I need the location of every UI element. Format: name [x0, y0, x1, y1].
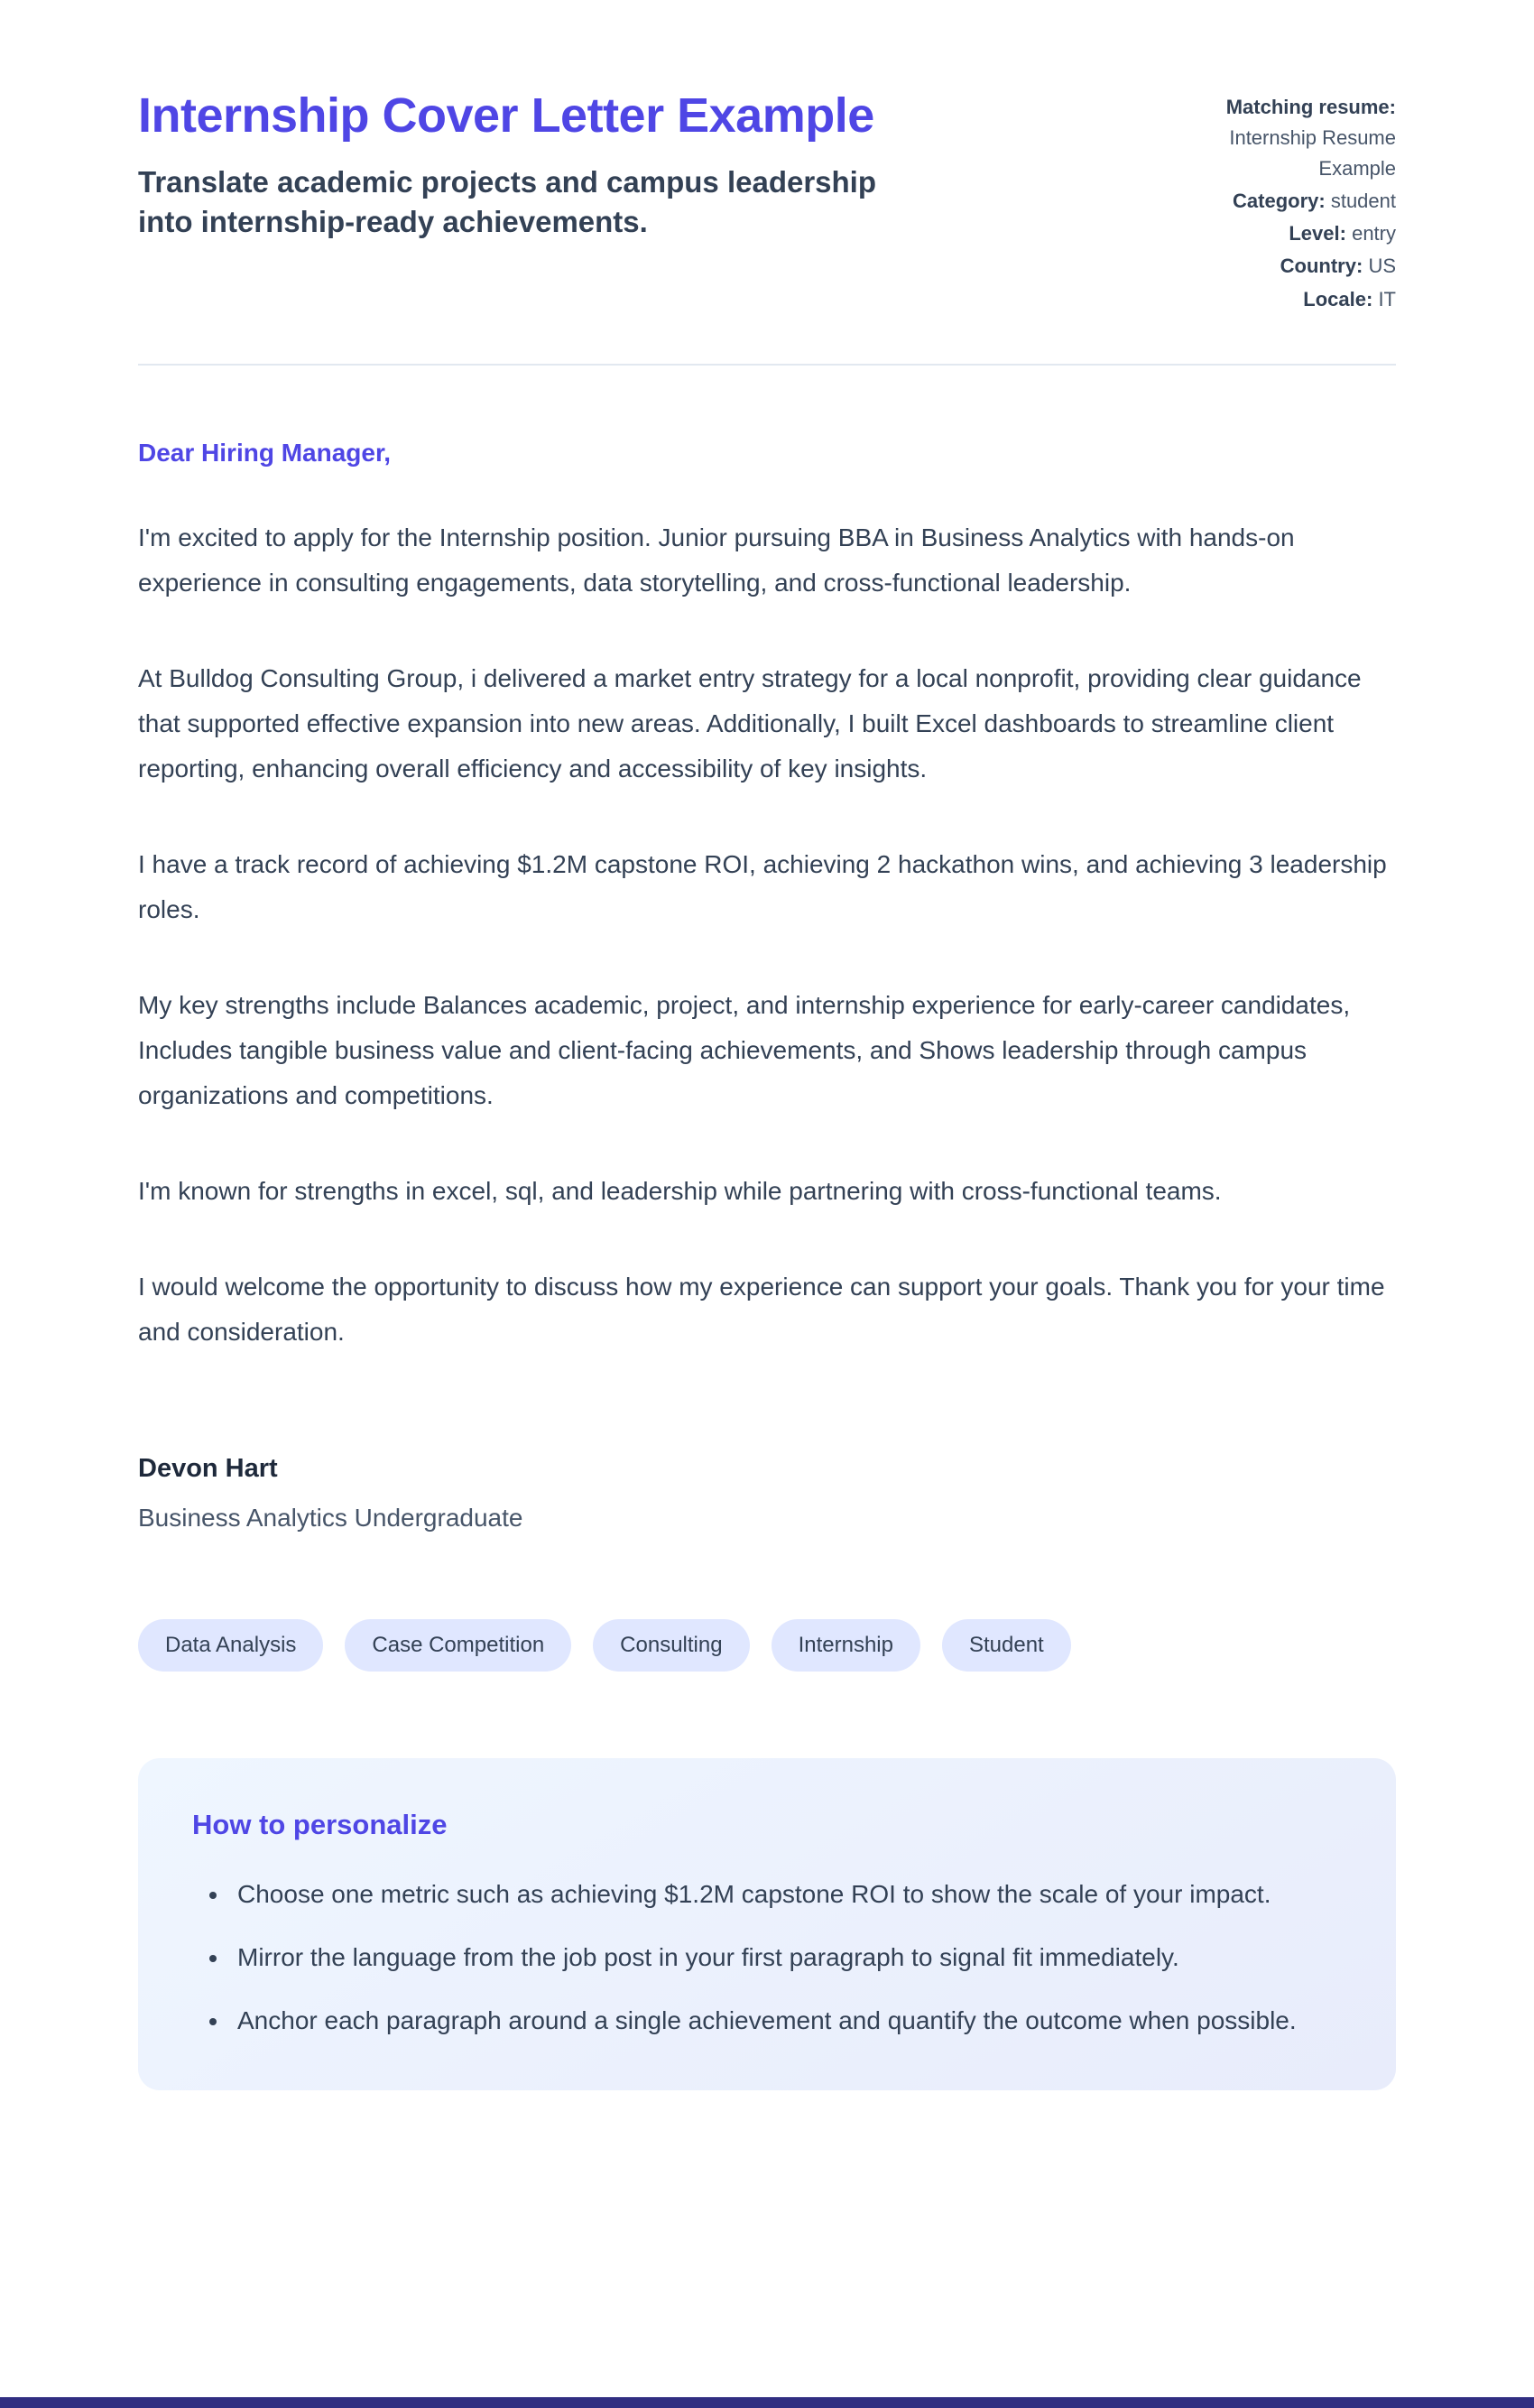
personalize-card: [138, 1758, 1396, 2090]
letter-paragraph-6: I would welcome the opportunity to discuss how my experience can support your goals. Thank you for your time and consideration.: [138, 1272, 1385, 1346]
meta-label-level: Level:: [1289, 222, 1346, 245]
letter-paragraph-3: I have a track record of achieving $1.2M capstone ROI, achieving 2 hackathon wins, and achieving 3 leadership roles.: [138, 849, 1387, 923]
meta-value-matching-resume: Internship Resume Example: [1229, 126, 1396, 181]
meta-label-country: Country:: [1280, 255, 1363, 278]
page-header: [138, 87, 1396, 317]
meta-row-category: [1170, 186, 1396, 217]
letter-paragraph-1: I'm excited to apply for the Internship position. Junior pursuing BBA in Business Analytics with hands-on experience in consulting engagements, data storytelling, and cross-functional leadership.: [138, 523, 1295, 597]
footer-bar: [0, 2397, 1534, 2408]
personalize-tip-list: [192, 1872, 1342, 2043]
signature-name: Devon Hart: [138, 1453, 278, 1483]
meta-label-category: Category:: [1233, 190, 1326, 213]
meta-value-category: student: [1330, 190, 1396, 213]
meta-row-matching-resume: [1170, 92, 1396, 184]
personalize-tip-3: • Anchor each paragraph around a single achievement and quantify the outcome when possible.: [230, 1998, 1340, 2043]
personalize-tip-1: • Choose one metric such as achieving $1.2M capstone ROI to show the scale of your impact.: [230, 1872, 1340, 1917]
personalize-heading: How to personalize: [192, 1808, 448, 1840]
meta-value-level: entry: [1352, 222, 1396, 245]
tag-consulting[interactable]: Consulting: [593, 1619, 749, 1672]
meta-label-locale: Locale:: [1303, 287, 1373, 310]
salutation: Dear Hiring Manager,: [138, 438, 392, 467]
meta-row-country: [1170, 251, 1396, 282]
letter-paragraph-2: At Bulldog Consulting Group, i delivered a market entry strategy for a local nonprofit, providing clear guidance that supported effective expansion into new areas. Additionally, I built Excel dashboards to streamline client reporting, enhancing overall efficiency and accessibility of key insights.: [138, 663, 1362, 783]
page-title: Internship Cover Letter Example: [138, 88, 874, 143]
page-subtitle: Translate academic projects and campus leadership into internship-ready achievements.: [138, 164, 877, 239]
resume-meta-panel: [1170, 87, 1396, 317]
header-divider: [138, 364, 1396, 366]
meta-row-locale: [1170, 284, 1396, 315]
letter-paragraph-5: I'm known for strengths in excel, sql, and leadership while partnering with cross-functional teams.: [138, 1176, 1222, 1205]
tag-internship[interactable]: Internship: [772, 1619, 920, 1672]
meta-value-locale: IT: [1378, 287, 1396, 310]
letter-body: [138, 431, 1396, 1533]
tag-list: [138, 1619, 1396, 1672]
tag-case-competition[interactable]: Case Competition: [345, 1619, 571, 1672]
header-title-block: [138, 87, 932, 243]
meta-value-country: US: [1368, 255, 1396, 278]
meta-label-matching-resume: Matching resume:: [1225, 96, 1396, 118]
tag-data-analysis[interactable]: Data Analysis: [138, 1619, 323, 1672]
tag-student[interactable]: Student: [942, 1619, 1071, 1672]
meta-row-level: [1170, 218, 1396, 249]
signature-role: Business Analytics Undergraduate: [138, 1503, 523, 1532]
letter-paragraph-4: My key strengths include Balances academic, project, and internship experience for early-career candidates, Includes tangible business value and client-facing achievements, and Shows leadership through campus organizations and competitions.: [138, 990, 1351, 1109]
personalize-tip-2: • Mirror the language from the job post in your first paragraph to signal fit immediately.: [230, 1935, 1340, 1980]
